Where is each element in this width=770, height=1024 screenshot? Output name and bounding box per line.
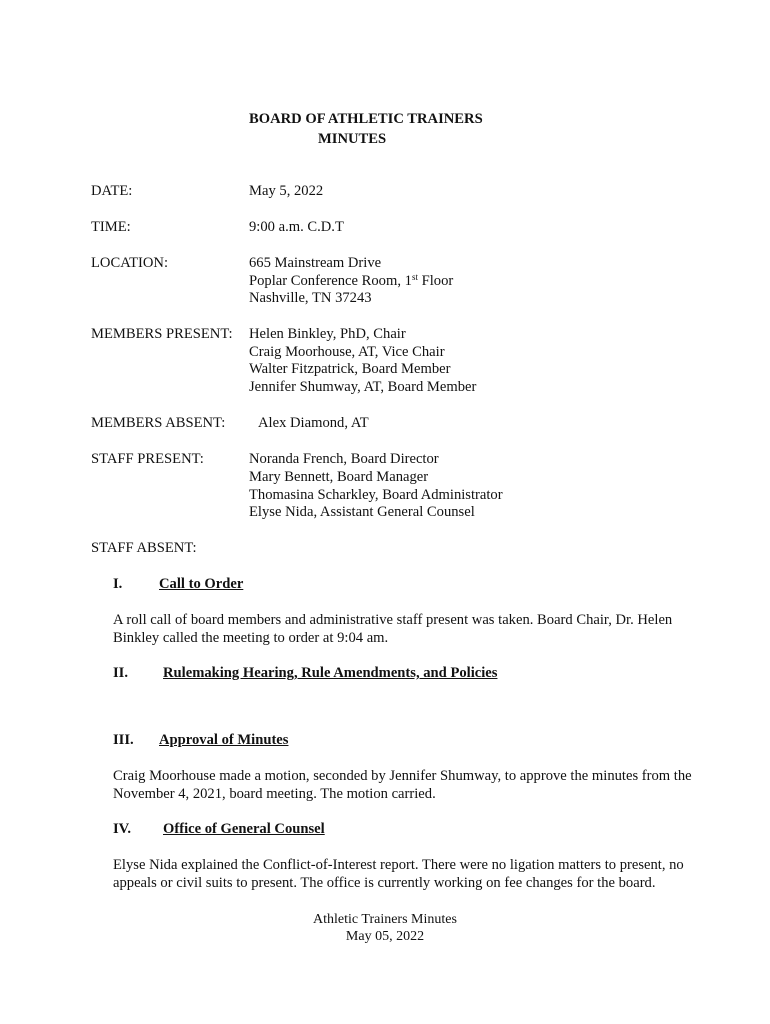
section-numeral: III. [113, 732, 134, 748]
members-present-item: Walter Fitzpatrick, Board Member [249, 361, 451, 377]
members-present-item: Jennifer Shumway, AT, Board Member [249, 379, 477, 395]
location-label: LOCATION: [91, 255, 169, 271]
staff-present-label: STAFF PRESENT: [91, 451, 204, 467]
members-absent-label: MEMBERS ABSENT: [91, 415, 226, 431]
document-subtitle: MINUTES [318, 131, 387, 147]
section-heading-approval-of-minutes: Approval of Minutes [159, 732, 289, 748]
document-title: BOARD OF ATHLETIC TRAINERS [249, 111, 483, 127]
staff-absent-label: STAFF ABSENT: [91, 540, 197, 556]
time-label: TIME: [91, 219, 131, 235]
location-line-2 [249, 273, 453, 291]
section-numeral: I. [113, 576, 123, 592]
location-ordinal: st [411, 272, 418, 282]
location-line-3: Nashville, TN 37243 [249, 290, 372, 306]
section-body-general-counsel: Elyse Nida explained the Conflict-of-Interest report. There were no ligation matters to present, no appeals or civil suits to present. The office is currently working on fee changes for the board. [113, 857, 684, 891]
location-floor: Floor [417, 273, 454, 289]
location-line-1: 665 Mainstream Drive [249, 255, 382, 271]
members-present-item: Helen Binkley, PhD, Chair [249, 326, 406, 342]
location-room: Poplar Conference Room, 1 [249, 273, 412, 289]
section-body-approval-of-minutes: Craig Moorhouse made a motion, seconded by Jennifer Shumway, to approve the minutes from the November 4, 2021, board meeting. The motion carried. [113, 768, 692, 802]
staff-present-item: Thomasina Scharkley, Board Administrator [249, 487, 503, 503]
members-present-item: Craig Moorhouse, AT, Vice Chair [249, 344, 445, 360]
section-heading-rulemaking: Rulemaking Hearing, Rule Amendments, and Policies [163, 665, 498, 681]
staff-present-item: Elyse Nida, Assistant General Counsel [249, 504, 475, 520]
date-value: May 5, 2022 [249, 183, 324, 199]
section-numeral: II. [113, 665, 129, 681]
time-value: 9:00 a.m. C.D.T [249, 219, 344, 235]
section-numeral: IV. [113, 821, 131, 837]
section-heading-call-to-order: Call to Order [159, 576, 244, 592]
footer-date: May 05, 2022 [345, 929, 425, 944]
section-heading-general-counsel: Office of General Counsel [163, 821, 325, 837]
members-present-label: MEMBERS PRESENT: [91, 326, 233, 342]
date-label: DATE: [91, 183, 133, 199]
members-absent-value: Alex Diamond, AT [258, 415, 369, 431]
staff-present-item: Mary Bennett, Board Manager [249, 469, 429, 485]
footer-title: Athletic Trainers Minutes [313, 912, 457, 927]
staff-present-item: Noranda French, Board Director [249, 451, 439, 467]
section-body-call-to-order: A roll call of board members and administrative staff present was taken. Board Chair, Dr. Helen Binkley called the meeting to order at 9:04 am. [113, 612, 673, 646]
